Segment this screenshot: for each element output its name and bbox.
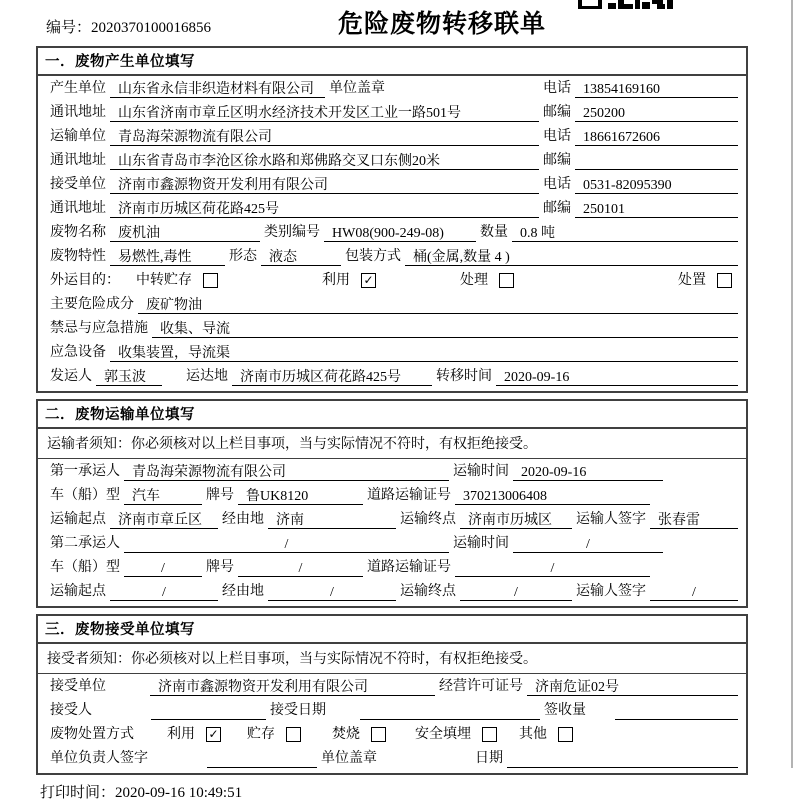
checkbox-option — [318, 272, 376, 290]
field-value: / — [124, 560, 202, 577]
field-value — [151, 703, 266, 720]
field-value: 济南危证02号 — [527, 679, 738, 696]
field-value: 青岛海荣源物流有限公司 — [124, 464, 449, 481]
field-value: / — [268, 584, 396, 601]
field-value: 收集装置，导流渠 — [110, 345, 738, 362]
field-value: 370213006408 — [455, 488, 650, 505]
field-value: 桶(金属,数量 4 ) — [405, 249, 738, 266]
spacer — [138, 743, 163, 744]
spacer — [221, 743, 243, 744]
field-value: 济南市章丘区 — [110, 512, 218, 529]
form-row — [38, 365, 746, 389]
field-label: 单位负责人签字 — [50, 751, 148, 766]
spacer — [218, 289, 318, 290]
field-label: 邮编 — [543, 153, 571, 168]
spacer — [110, 695, 150, 696]
field-value: 250200 — [575, 105, 738, 122]
field-value: 山东省青岛市李沧区徐水路和郑佛路交叉口东侧20米 — [110, 153, 539, 170]
form-row — [38, 149, 746, 173]
checkbox-label: 贮存 — [247, 727, 275, 742]
spacer — [389, 97, 539, 98]
checkbox-icon — [371, 727, 386, 742]
field-value: 废机油 — [110, 225, 260, 242]
form-row — [38, 101, 746, 125]
field-label: 类别编号 — [264, 225, 320, 240]
field-label: 禁忌与应急措施 — [50, 321, 148, 336]
document-page — [36, 8, 748, 802]
checkbox-option — [243, 726, 301, 744]
form-row — [38, 125, 746, 149]
section-rows — [38, 76, 746, 391]
field-label: 运达地 — [186, 369, 228, 384]
field-value: 0531-82095390 — [575, 177, 738, 194]
field-label: 接受人 — [50, 703, 92, 718]
checkbox-label: 处置 — [678, 273, 706, 288]
field-value: 2020-09-16 — [513, 464, 663, 481]
checkbox-icon — [499, 273, 514, 288]
field-label: 废物名称 — [50, 225, 106, 240]
spacer — [301, 743, 328, 744]
serial-value: 2020370100016856 — [91, 20, 212, 36]
form-row — [38, 723, 746, 747]
field-label: 运输时间 — [453, 536, 509, 551]
checkbox-option — [456, 272, 514, 290]
field-value: / — [124, 536, 449, 553]
field-value: 2020-09-16 — [496, 369, 738, 386]
field-label: 包装方式 — [345, 249, 401, 264]
field-label: 道路运输证号 — [367, 488, 451, 503]
field-label: 通讯地址 — [50, 201, 106, 216]
field-value: 鲁UK8120 — [238, 488, 363, 505]
field-value — [575, 153, 738, 170]
field-label: 电话 — [543, 81, 571, 96]
field-label: 运输起点 — [50, 512, 106, 527]
field-value — [360, 703, 540, 720]
field-value: 13854169160 — [575, 81, 738, 98]
form-row — [38, 699, 746, 723]
field-label: 通讯地址 — [50, 105, 106, 120]
field-label: 运输终点 — [400, 512, 456, 527]
checkbox-option — [411, 726, 497, 744]
field-label: 经由地 — [222, 584, 264, 599]
field-value: / — [460, 584, 572, 601]
field-label: 车（船）型 — [50, 560, 120, 575]
field-label: 接受单位 — [50, 679, 106, 694]
checkbox-label: 安全填埋 — [415, 727, 471, 742]
section-title: 一．废物产生单位填写 — [38, 48, 746, 76]
field-value: 0.8 吨 — [512, 225, 738, 242]
checkbox-option — [328, 726, 386, 744]
serial-label: 编号： — [46, 20, 92, 36]
checkbox-icon — [717, 273, 732, 288]
section-title: 二．废物运输单位填写 — [38, 401, 746, 429]
field-value: 青岛海荣源物流有限公司 — [110, 129, 539, 146]
page-edge-line — [791, 0, 793, 768]
field-value: 废矿物油 — [138, 297, 738, 314]
field-label: 电话 — [543, 177, 571, 192]
field-label: 运输终点 — [400, 584, 456, 599]
form-row — [38, 293, 746, 317]
spacer — [376, 289, 456, 290]
form-row — [38, 341, 746, 365]
field-label: 经由地 — [222, 512, 264, 527]
field-value: 济南市鑫源物资开发利用有限公司 — [150, 679, 435, 696]
checkbox-icon — [203, 273, 218, 288]
spacer — [386, 743, 411, 744]
form-row — [38, 460, 746, 484]
section-rows — [38, 459, 746, 606]
field-label: 日期 — [475, 751, 503, 766]
section-receiver — [36, 614, 748, 775]
field-label: 车（船）型 — [50, 488, 120, 503]
field-label: 废物处置方式 — [50, 727, 134, 742]
print-time-label: 打印时间： — [40, 785, 116, 801]
section-producer — [36, 46, 748, 393]
spacer — [514, 289, 674, 290]
form-row — [38, 173, 746, 197]
field-label: 邮编 — [543, 105, 571, 120]
field-value: / — [650, 584, 738, 601]
print-time — [36, 781, 748, 802]
field-label: 运输起点 — [50, 584, 106, 599]
checkbox-label: 焚烧 — [332, 727, 360, 742]
field-value — [615, 703, 738, 720]
field-value: 济南市鑫源物资开发利用有限公司 — [110, 177, 539, 194]
form-row — [38, 77, 746, 101]
field-label: 废物特性 — [50, 249, 106, 264]
field-value: 济南市历城区荷花路425号 — [232, 369, 432, 386]
field-value: / — [513, 536, 663, 553]
field-value: HW08(900-249-08) — [324, 225, 476, 242]
field-value — [507, 751, 738, 768]
field-label: 数量 — [480, 225, 508, 240]
field-label: 接受日期 — [270, 703, 326, 718]
field-value — [207, 751, 317, 768]
spacer — [497, 743, 515, 744]
field-label: 邮编 — [543, 201, 571, 216]
checkbox-option — [132, 272, 218, 290]
field-label: 发运人 — [50, 369, 92, 384]
field-value: 液态 — [261, 249, 341, 266]
checkbox-label: 中转贮存 — [136, 273, 192, 288]
field-label: 运输时间 — [453, 464, 509, 479]
field-label: 第二承运人 — [50, 536, 120, 551]
field-label: 经营许可证号 — [439, 679, 523, 694]
field-label: 牌号 — [206, 488, 234, 503]
checkbox-icon — [482, 727, 497, 742]
field-value: 郭玉波 — [96, 369, 162, 386]
print-time-value: 2020-09-16 10:49:51 — [115, 785, 243, 801]
transporter-notice: 运输者须知：你必须核对以上栏目事项，当与实际情况不符时，有权拒绝接受。 — [38, 429, 746, 459]
form-row — [38, 269, 746, 293]
spacer — [330, 719, 360, 720]
field-label: 外运目的： — [50, 273, 120, 288]
field-label: 电话 — [543, 129, 571, 144]
form-row — [38, 747, 746, 771]
checkbox-label: 利用 — [322, 273, 350, 288]
field-value: 张春雷 — [650, 512, 738, 529]
form-row — [38, 508, 746, 532]
form-row — [38, 197, 746, 221]
field-label: 第一承运人 — [50, 464, 120, 479]
form-row — [38, 317, 746, 341]
field-label: 道路运输证号 — [367, 560, 451, 575]
field-value: / — [455, 560, 650, 577]
field-value: 汽车 — [124, 488, 202, 505]
spacer — [162, 385, 182, 386]
spacer — [663, 480, 738, 481]
form-row — [38, 675, 746, 699]
page-title: 危险废物转移联单 — [337, 11, 546, 38]
form-row — [38, 245, 746, 269]
field-value: 18661672606 — [575, 129, 738, 146]
form-row — [38, 556, 746, 580]
checkbox-label: 其他 — [519, 727, 547, 742]
field-label: 牌号 — [206, 560, 234, 575]
field-label: 运输人签字 — [576, 512, 646, 527]
checkbox-option — [163, 726, 221, 744]
field-label: 通讯地址 — [50, 153, 106, 168]
form-row — [38, 484, 746, 508]
spacer — [96, 719, 151, 720]
field-label: 运输人签字 — [576, 584, 646, 599]
field-label: 签收量 — [544, 703, 586, 718]
section-rows — [38, 674, 746, 773]
field-value: / — [110, 584, 218, 601]
field-value: 济南市历城区 — [460, 512, 572, 529]
checkbox-icon — [558, 727, 573, 742]
field-value: 济南市历城区荷花路425号 — [110, 201, 539, 218]
field-label: 单位盖章 — [321, 751, 377, 766]
receiver-notice: 接受者须知：你必须核对以上栏目事项，当与实际情况不符时，有权拒绝接受。 — [38, 644, 746, 674]
field-label: 转移时间 — [436, 369, 492, 384]
section-transporter — [36, 399, 748, 608]
checkbox-checked-icon: ✓ — [206, 727, 221, 742]
field-label: 接受单位 — [50, 177, 106, 192]
section-title: 三．废物接受单位填写 — [38, 616, 746, 644]
field-label: 应急设备 — [50, 345, 106, 360]
form-row — [38, 580, 746, 604]
spacer — [663, 552, 738, 553]
field-value: 易燃性,毒性 — [110, 249, 225, 266]
checkbox-checked-icon: ✓ — [361, 273, 376, 288]
form-row — [38, 532, 746, 556]
checkbox-label: 处理 — [460, 273, 488, 288]
field-value: 收集、导流 — [152, 321, 738, 338]
field-value: 山东省济南市章丘区明水经济技术开发区工业一路501号 — [110, 105, 539, 122]
field-label: 单位盖章 — [329, 81, 385, 96]
field-value: / — [238, 560, 363, 577]
spacer — [124, 289, 132, 290]
document-header — [36, 8, 748, 46]
checkbox-icon — [286, 727, 301, 742]
form-row — [38, 221, 746, 245]
field-value: 济南 — [268, 512, 396, 529]
field-value: 山东省永信非织造材料有限公司 — [110, 81, 325, 98]
checkbox-option — [674, 272, 732, 290]
checkbox-option — [515, 726, 573, 744]
field-label: 形态 — [229, 249, 257, 264]
field-label: 主要危险成分 — [50, 297, 134, 312]
qr-code-fragment — [578, 0, 674, 10]
field-label: 产生单位 — [50, 81, 106, 96]
spacer — [590, 719, 615, 720]
field-value: 250101 — [575, 201, 738, 218]
field-label: 运输单位 — [50, 129, 106, 144]
checkbox-label: 利用 — [167, 727, 195, 742]
